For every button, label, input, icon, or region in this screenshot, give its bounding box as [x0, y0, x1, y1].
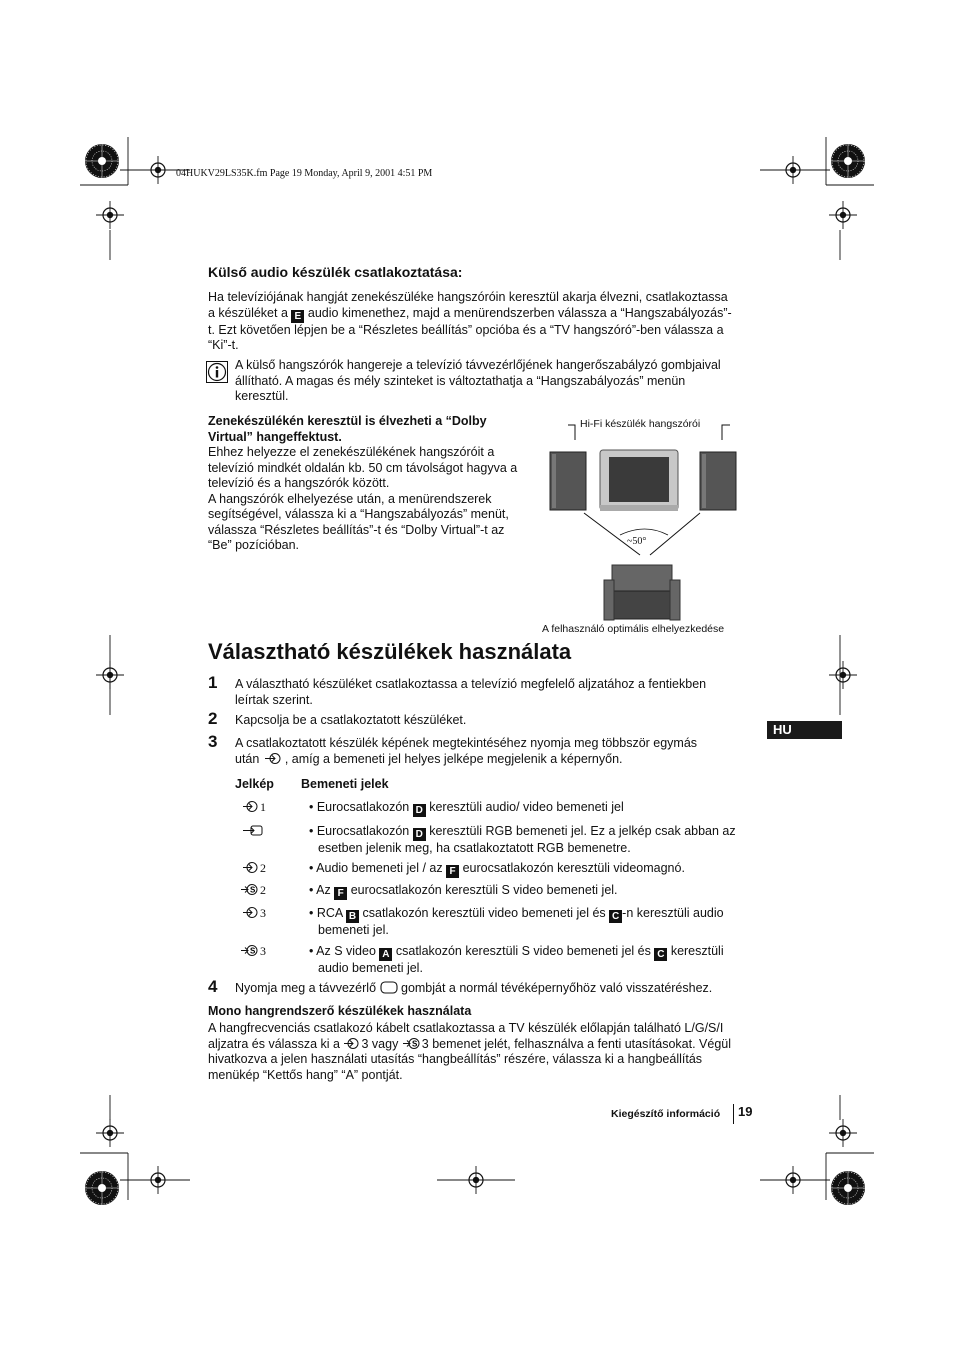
av2-symbol-icon: 2	[242, 861, 266, 876]
table-row: • Az F eurocsatlakozón keresztüli S video bemeneti jel.	[309, 883, 618, 899]
section-title-external-audio: Külső audio készülék csatlakoztatása:	[208, 264, 463, 280]
page-number: 19	[738, 1104, 753, 1119]
av3-symbol-icon: 3	[242, 906, 266, 921]
step-2-number: 2	[208, 709, 218, 728]
rgb-symbol-icon	[242, 824, 264, 839]
input-button-icon	[263, 752, 285, 765]
step-4-text: Nyomja meg a távvezérlő gombját a normál tévéképernyőhöz való visszatéréshez.	[235, 981, 713, 995]
file-header: 04HUKV29LS35K.fm Page 19 Monday, April 9, 2001 4:51 PM	[176, 168, 433, 179]
figure-caption: A felhasználó optimális elhelyezkedése	[542, 623, 725, 635]
info-icon	[206, 361, 228, 383]
table-header-symbol: Jelkép	[235, 777, 274, 791]
speaker-placement-figure	[540, 415, 750, 625]
step-3-text: A csatlakoztatott készülék képének megtekintéséhez nyomja meg többször egymás után , amíg a bemeneti jel helyes jelképe megjelenik a képernyőn.	[235, 736, 698, 766]
table-row: • Audio bemeneti jel / az F eurocsatlakozón keresztüli videomagnó.	[309, 861, 685, 877]
speakers-label: Hi-Fi készülék hangszórói	[580, 418, 701, 430]
tv-button-icon	[380, 981, 398, 994]
svideo3-symbol-icon: S 3	[240, 944, 266, 959]
table-row: • Eurocsatlakozón D keresztüli RGB bemeneti jel. Ez a jelkép csak abban az esetben jelenik meg, ha csatlakoztatott RGB bemenetre.	[309, 824, 736, 855]
svg-text:S: S	[250, 946, 256, 956]
av1-symbol-icon: 1	[242, 800, 266, 815]
table-header-signals: Bemeneti jelek	[301, 777, 389, 791]
step-4-number: 4	[208, 977, 218, 996]
external-audio-paragraph: Ha televíziójának hangját zenekészüléke hangszóróin keresztül akarja élvezni, csatlakoztassa a készüléket a E audio kimenethez, majd a menürendszerben válassza a “Hangszabályozás”- t. Ezt követően lépjen be a “Részletes beállítás” opcióba és a “TV hangszóró”-ben válassza a “Ki”-t.	[208, 290, 732, 352]
footer-divider	[733, 1104, 734, 1124]
step-1-number: 1	[208, 673, 218, 692]
step-3-number: 3	[208, 732, 218, 751]
table-row: • Eurocsatlakozón D keresztüli audio/ video bemeneti jel	[309, 800, 624, 816]
av3-inline-icon	[343, 1037, 361, 1050]
dolby-virtual-text: Zenekészülékén keresztül is élvezheti a “Dolby Virtual” hangeffektust. Ehhez helyezze el zenekészülékének hangszóróit a televízió mindkét oldalán kb. 50 cm távolságot hagyva a televízió és a hangszórók között. A hangszórók elhelyezése után, a menürendszerek segítségével, válassza ki a “Hangszabályozás” menüt, válassza “Részletes beállítás”-t és “Dolby Virtual”-t az “Be” pozícióban.	[208, 414, 518, 552]
table-row: • Az S video A csatlakozón keresztüli S video bemeneti jel és C keresztüli audio bemeneti jel.	[309, 944, 724, 975]
section-title-optional-devices: Választható készülékek használata	[208, 639, 572, 664]
svideo3-inline-icon	[402, 1037, 422, 1050]
angle-label: ~50°	[627, 536, 647, 547]
svg-text:S: S	[411, 1039, 418, 1048]
mono-text: A hangfrecvenciás csatlakozó kábelt csatlakoztassa a TV készülék előlapján található L/G/S/I aljzatra és válassza ki a 3 vagy S 3 bemenet jelét, felhasználva a fenti utasításokat. Végül hivatkozva a jelen használati utasítás “hangbeállítás” részére, válassza ki a hangbeállítás menükép “Kettős hang” “A” pontját.	[208, 1021, 732, 1082]
info-note: A külső hangszórók hangereje a televízió távvezérlőjének hangerőszabályzó gombjaival állítható. A magas és mély szinteket is változtathatja a “Hangszabályozás” menün keresztül.	[235, 358, 721, 403]
connector-E-icon: E	[291, 310, 304, 323]
footer-section: Kiegészítő információ	[611, 1108, 721, 1120]
svideo2-symbol-icon: S 2	[240, 883, 266, 898]
step-2-text: Kapcsolja be a csatlakoztatott készüléket.	[235, 713, 467, 727]
svg-text:S: S	[250, 885, 256, 895]
step-1-text: A választható készüléket csatlakoztassa a televízió megfelelő aljzatához a fentiekben leírtak szerint.	[235, 677, 707, 707]
language-tab: HU	[767, 721, 842, 739]
mono-title: Mono hangrendszerő készülékek használata	[208, 1004, 472, 1018]
table-row: • RCA B csatlakozón keresztüli video bemeneti jel és C -n keresztüli audio bemeneti jel.	[309, 906, 724, 937]
